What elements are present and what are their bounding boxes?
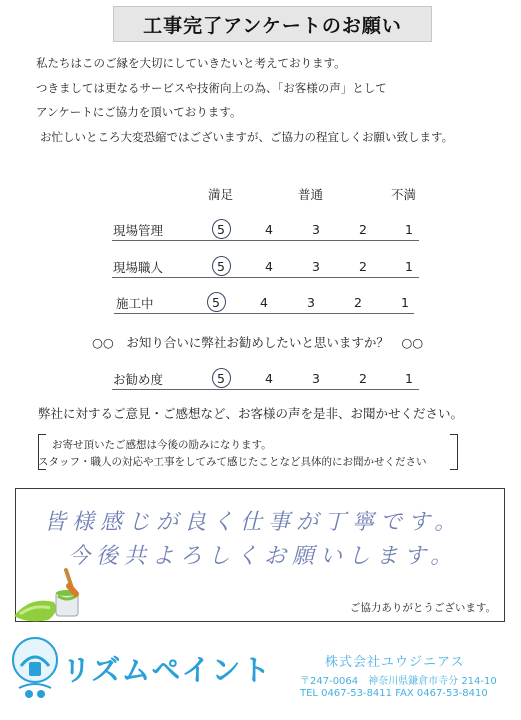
- scale-3[interactable]: 3: [312, 222, 320, 237]
- scale-4[interactable]: 4: [265, 259, 273, 274]
- scale-4[interactable]: 4: [265, 222, 273, 237]
- note-line-2: スタッフ・職人の対応や工事をしてみて感じたことなど具体的にお聞かせください: [38, 456, 427, 468]
- underline: [112, 240, 419, 241]
- scale-2[interactable]: 2: [359, 222, 367, 237]
- underline: [112, 277, 419, 278]
- company-name: 株式会社ユウジニアス: [325, 655, 465, 670]
- rhythmpaint-logo-icon: [11, 636, 59, 702]
- header-normal: 普通: [298, 187, 324, 202]
- scale-1[interactable]: 1: [405, 259, 413, 274]
- underline: [112, 389, 419, 390]
- handwritten-line-1: 皆様感じが良く仕事が丁寧です。: [44, 510, 463, 535]
- bracket-right: [450, 434, 458, 470]
- scale-1[interactable]: 1: [401, 295, 409, 310]
- scale-5[interactable]: 5: [217, 222, 225, 237]
- note-box: [38, 432, 458, 472]
- intro-line-1: 私たちはこのご縁を大切にしていきたいと考えております。: [36, 56, 346, 70]
- rating-label: 現場職人: [113, 260, 164, 275]
- brand-name: リズムペイント: [62, 653, 272, 687]
- rating-row-site-craftsman: [0, 258, 521, 278]
- intro-line-3: アンケートにご協力を頂いております。: [36, 105, 242, 120]
- scale-3[interactable]: 3: [307, 295, 315, 310]
- paint-bucket-brush-icon: [10, 566, 90, 624]
- page-title: 工事完了アンケートのお願い: [113, 6, 432, 42]
- header-satisfied: 満足: [208, 187, 234, 202]
- scale-3[interactable]: 3: [312, 259, 320, 274]
- opinion-prompt: 弊社に対するご意見・ご感想など、お客様の声を是非、お聞かせください。: [38, 406, 464, 421]
- rating-row-during-construction: [0, 294, 521, 314]
- scale-5[interactable]: 5: [212, 295, 220, 310]
- scale-1[interactable]: 1: [405, 371, 413, 386]
- scale-5[interactable]: 5: [217, 259, 225, 274]
- scale-2[interactable]: 2: [359, 371, 367, 386]
- rating-row-site-management: [0, 221, 521, 241]
- rating-label: 現場管理: [113, 223, 164, 238]
- scale-3[interactable]: 3: [312, 371, 320, 386]
- intro-line-2: つきましては更なるサービスや技術向上の為、「お客様の声」として: [36, 80, 387, 95]
- scale-2[interactable]: 2: [359, 259, 367, 274]
- scale-4[interactable]: 4: [265, 371, 273, 386]
- underline: [114, 313, 414, 314]
- handwritten-line-2: 今後共よろしくお願いします。: [68, 544, 459, 569]
- company-address: 〒247-0064 神奈川県鎌倉市寺分 214-10: [300, 676, 497, 687]
- header-dissatisfied: 不満: [391, 187, 417, 202]
- scale-4[interactable]: 4: [260, 295, 268, 310]
- intro-text: [36, 51, 506, 149]
- note-line-1: お寄せ頂いたご感想は今後の励みになります。: [52, 439, 272, 451]
- intro-line-4: お忙しいところ大変恐縮ではございますが、ご協力の程宜しくお願い致します。: [40, 129, 454, 144]
- company-phone: TEL 0467-53-8411 FAX 0467-53-8410: [300, 688, 488, 699]
- rating-label: 施工中: [116, 296, 154, 311]
- scale-5[interactable]: 5: [217, 371, 225, 386]
- recommend-question: ○○ お知り合いに弊社お勧めしたいと思いますか？ ○○: [92, 335, 424, 350]
- thanks-text: ご協力ありがとうございます。: [349, 602, 496, 614]
- rating-label: お勧め度: [113, 372, 164, 387]
- rating-row-recommendation: [0, 370, 521, 390]
- scale-1[interactable]: 1: [405, 222, 413, 237]
- scale-2[interactable]: 2: [354, 295, 362, 310]
